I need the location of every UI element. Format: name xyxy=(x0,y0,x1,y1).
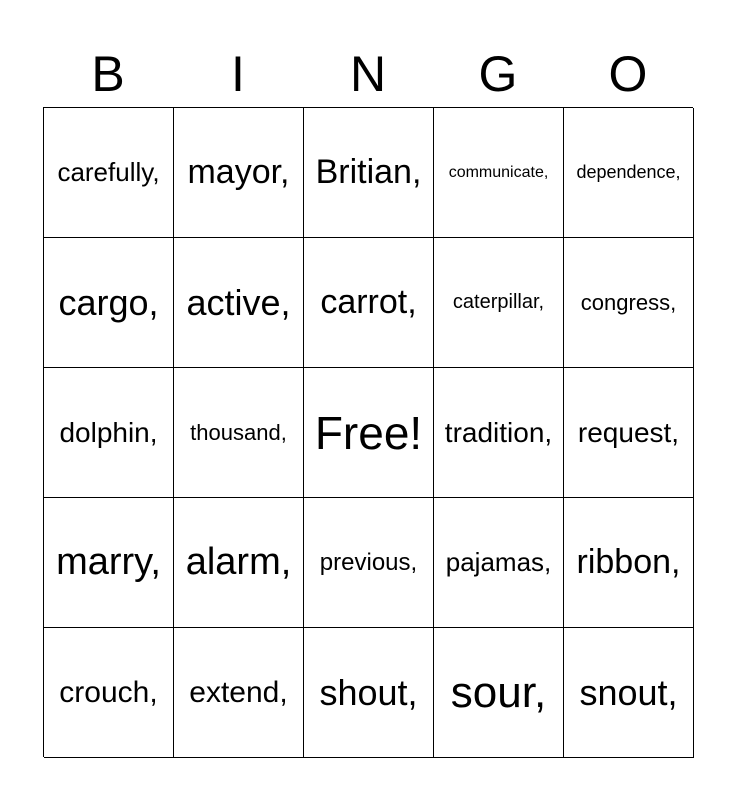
bingo-cell: Britian, xyxy=(304,108,434,238)
bingo-cell: snout, xyxy=(564,628,694,758)
bingo-cell: request, xyxy=(564,368,694,498)
bingo-card-grid xyxy=(43,107,693,757)
header-letter-g: G xyxy=(478,46,518,102)
bingo-cell: carrot, xyxy=(304,238,434,368)
header-letter-n: N xyxy=(349,46,387,102)
header-letter-i: I xyxy=(231,46,245,102)
bingo-cell: thousand, xyxy=(174,368,304,498)
bingo-cell: caterpillar, xyxy=(434,238,564,368)
bingo-cell: shout, xyxy=(304,628,434,758)
bingo-cell: sour, xyxy=(434,628,564,758)
bingo-cell: previous, xyxy=(304,498,434,628)
bingo-cell: marry, xyxy=(44,498,174,628)
bingo-cell: mayor, xyxy=(174,108,304,238)
bingo-header xyxy=(43,40,693,108)
bingo-cell: tradition, xyxy=(434,368,564,498)
bingo-cell: alarm, xyxy=(174,498,304,628)
header-letter-o: O xyxy=(608,46,648,102)
bingo-cell: congress, xyxy=(564,238,694,368)
bingo-cell: communicate, xyxy=(434,108,564,238)
bingo-cell: ribbon, xyxy=(564,498,694,628)
bingo-cell: dolphin, xyxy=(44,368,174,498)
bingo-cell: active, xyxy=(174,238,304,368)
bingo-cell: dependence, xyxy=(564,108,694,238)
bingo-cell: cargo, xyxy=(44,238,174,368)
bingo-cell: pajamas, xyxy=(434,498,564,628)
free-space-cell: Free! xyxy=(304,368,434,498)
bingo-cell: crouch, xyxy=(44,628,174,758)
bingo-cell: extend, xyxy=(174,628,304,758)
header-letter-b: B xyxy=(91,46,125,102)
bingo-cell: carefully, xyxy=(44,108,174,238)
